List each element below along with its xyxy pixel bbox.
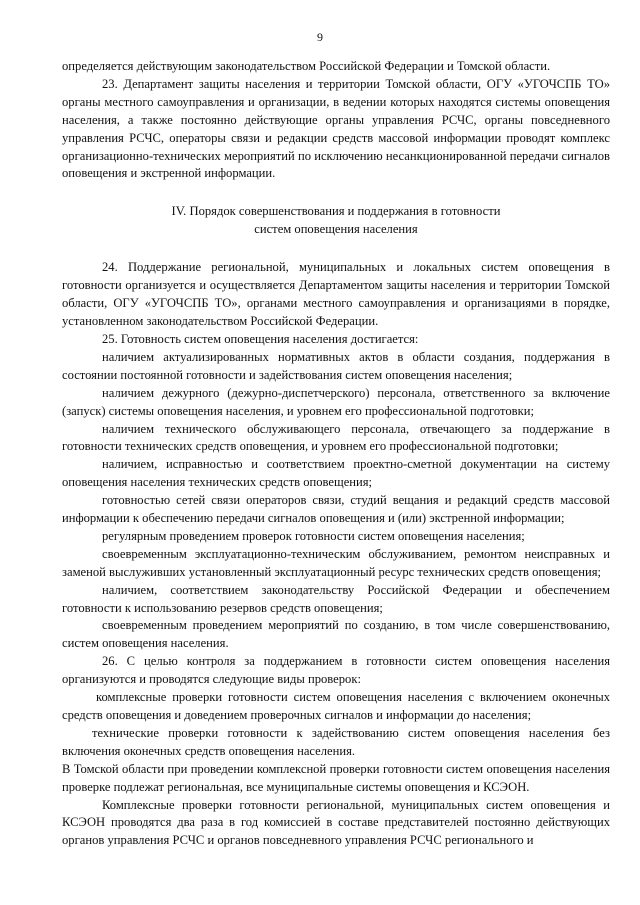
- list-item-25: наличием, исправностью и соответствием проектно-сметной документации на систему оповещения населения технических средств оповещения;: [62, 457, 610, 490]
- list-item-25: своевременным проведением мероприятий по созданию, в том числе совершенствованию, систем оповещения населения.: [62, 618, 610, 651]
- paragraph-26: 26. С целью контроля за поддержанием в готовности систем оповещения населения организуются и проводятся следующие виды проверок:: [62, 654, 610, 687]
- paragraph-24: 24. Поддержание региональной, муниципальных и локальных систем оповещения в готовности организуется и осуществляется Департаментом защиты населения и территории Томской области, ОГУ «УГОЧСПБ ТО», органами местного самоуправления и организациями в порядке, установленном законодательством Российской Федерации.: [62, 260, 610, 329]
- paragraph-tomsk: В Томской области при проведении комплексной проверки готовности систем оповещения населения проверке подлежат региональная, все муниципальные системы оповещения и КСЭОН.: [62, 761, 610, 794]
- list-item-25: наличием актуализированных нормативных актов в области создания, поддержания в состоянии постоянной готовности и задействования систем оповещения населения;: [62, 349, 610, 382]
- list-item-25: наличием технического обслуживающего персонала, отвечающего за поддержание в готовности технических средств оповещения, и уровнем его профессиональной подготовки;: [62, 421, 610, 454]
- paragraph-25: 25. Готовность систем оповещения населения достигается:: [102, 331, 419, 346]
- paragraph-last: Комплексные проверки готовности региональной, муниципальных систем оповещения и КСЭОН проводятся два раза в год комиссией в составе представителей постоянно действующих органов управления РСЧС и органов повседневного управления РСЧС регионального и: [62, 797, 610, 848]
- document-body: [62, 58, 610, 850]
- section-heading-line-1: IV. Порядок совершенствования и поддержания в готовности: [171, 204, 501, 219]
- list-item-26: технические проверки готовности к задействованию систем оповещения населения без включения оконечных средств оповещения населения.: [62, 725, 610, 758]
- section-heading: [62, 202, 610, 238]
- page-number: 9: [317, 30, 323, 44]
- paragraph-intro: определяется действующим законодательством Российской Федерации и Томской области.: [62, 59, 551, 73]
- list-item-25: готовностью сетей связи операторов связи, студий вещания и редакций средств массовой информации к обеспечению передачи сигналов оповещения и (или) экстренной информации;: [62, 493, 610, 526]
- list-item-25: своевременным эксплуатационно-техническим обслуживанием, ремонтом неисправных и заменой выслуживших установленный эксплуатационный ресурс технических средств оповещения;: [62, 546, 610, 579]
- list-item-25: регулярным проведением проверок готовности систем оповещения населения;: [102, 528, 525, 543]
- list-item-26: комплексные проверки готовности систем оповещения населения с включением оконечных средств оповещения и доведением проверочных сигналов и информации до населения;: [62, 690, 610, 722]
- section-heading-line-2: систем оповещения населения: [254, 222, 418, 237]
- paragraph-23: 23. Департамент защиты населения и территории Томской области, ОГУ «УГОЧСПБ ТО» органы местного самоуправления и организации, в ведении которых находятся системы оповещения населения, а также постоянно действующие органы управления РСЧС, органы повседневного управления РСЧС, операторы связи и редакции средств массовой информации проводят комплекс организационно-технических мероприятий по исключению несанкционированной передачи сигналов оповещения и экстренной информации.: [62, 76, 610, 181]
- list-item-25: наличием, соответствием законодательству Российской Федерации и обеспечением готовности к использованию резервов средств оповещения;: [62, 582, 610, 615]
- list-item-25: наличием дежурного (дежурно-диспетчерского) персонала, ответственного за включение (запуск) системы оповещения населения, и уровнем его профессиональной подготовки;: [62, 385, 610, 418]
